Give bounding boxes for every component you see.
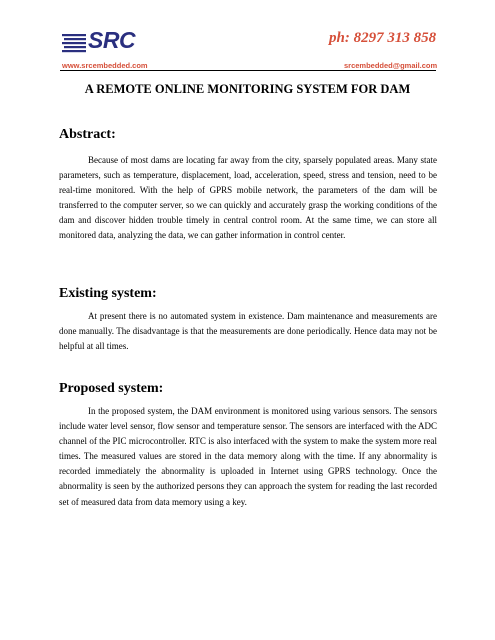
existing-system-body: At present there is no automated system in existence. Dam maintenance and measurements are done manually. The disadvantage is that the measurements are done periodically. Hence data may not be helpful at all times.: [59, 311, 437, 352]
logo-text: SRC: [88, 27, 136, 53]
proposed-system-body: In the proposed system, the DAM environment is monitored using various sensors. The sensors include water level sensor, flow sensor and temperature sensor. The sensors are interfaced with the ADC channel of the PIC microcontroller. RTC is also interfaced with the system to make the system more real times. The measured values are stored in the data memory along with the time. If any abnormality is recorded immediately the abnormality is uploaded in Internet using GPRS technology. Once the abnormality is seen by the authorized persons they can approach the system for reading the last recorded set of measured data from data memory using a key.: [59, 406, 437, 507]
email-link[interactable]: srcembedded@gmail.com: [344, 61, 438, 70]
website-link[interactable]: www.srcembedded.com: [62, 61, 148, 70]
abstract-body: Because of most dams are locating far away from the city, sparsely populated areas. Many state parameters, such as temperature, displacement, load, acceleration, speed, stress and tension, need to be real-time monitored. With the help of GPRS mobile network, the parameters of the dam will be transferred to the computer server, so we can quickly and accurately grasp the working conditions of the dam and discover hidden trouble timely in central control room. At the same time, we can store all monitored data, analyzing the data, we can gather information in control center.: [59, 155, 437, 241]
abstract-heading: Abstract:: [59, 127, 116, 142]
phone-number: ph: 8297 313 858: [329, 30, 437, 46]
existing-system-heading: Existing system:: [59, 286, 157, 301]
header-divider: [60, 70, 436, 71]
document-title: A REMOTE ONLINE MONITORING SYSTEM FOR DAM: [84, 82, 411, 96]
proposed-system-heading: Proposed system:: [59, 381, 164, 396]
